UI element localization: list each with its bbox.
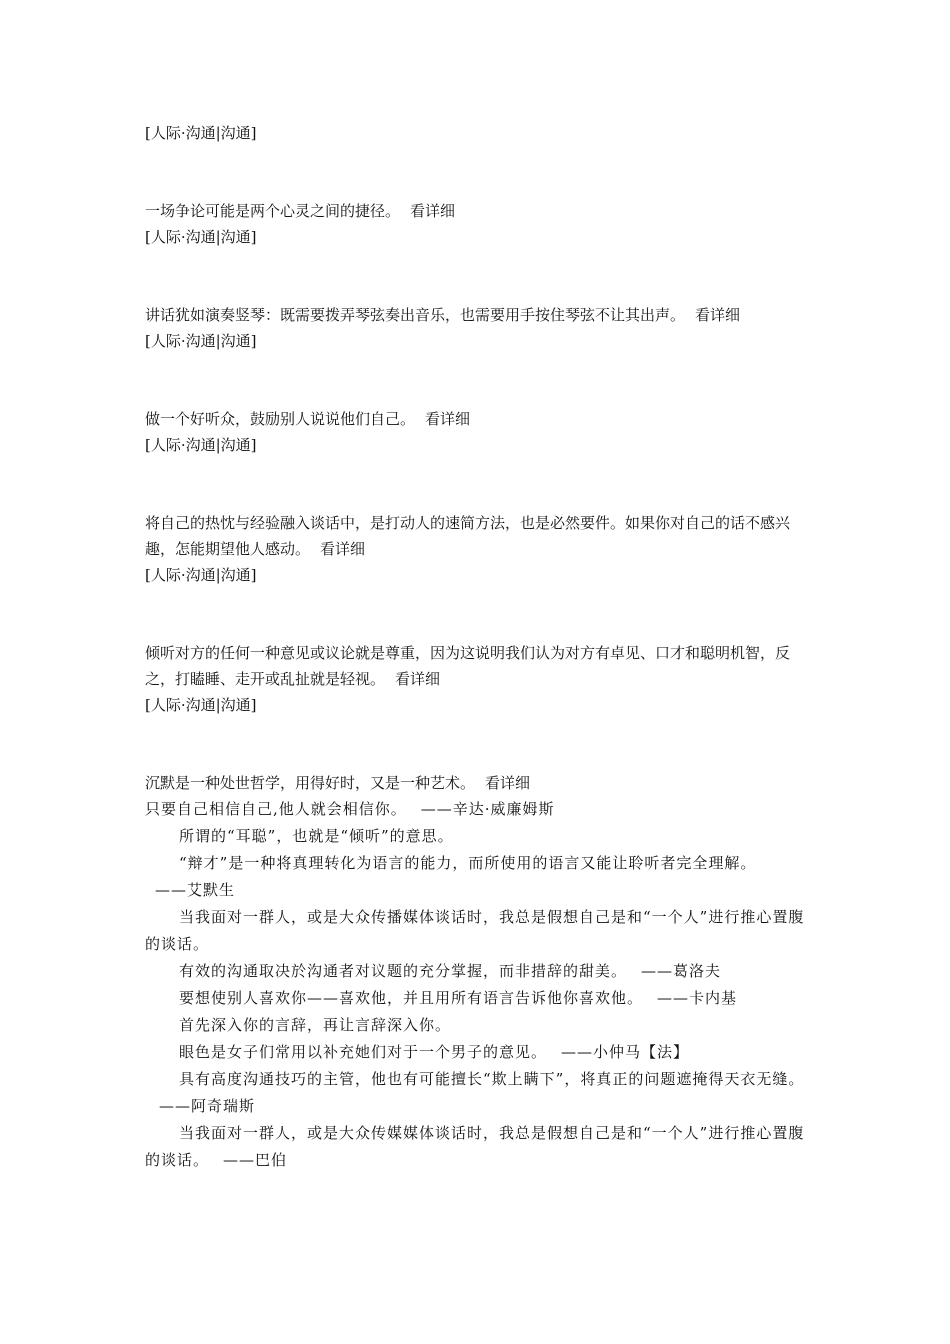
entry-text: 倾听对方的任何一种意见或议论就是尊重，因为这说明我们认为对方有卓见、口才和聪明机智，反之，打瞌睡、走开或乱扯就是轻视。 — [145, 644, 791, 688]
document-page — [145, 120, 815, 1174]
category-tag: [人际·沟通|沟通] — [145, 566, 257, 584]
see-details-link[interactable]: 看详细 — [485, 774, 531, 792]
see-details-link[interactable]: 看详细 — [695, 306, 741, 324]
quote-entry — [145, 302, 815, 354]
quote-line — [145, 796, 815, 823]
entry-text: 一场争论可能是两个心灵之间的捷径。 — [145, 202, 401, 220]
quote-text: 所谓的“耳聪”，也就是“倾听”的意思。 — [179, 827, 454, 845]
quote-author: ——葛洛夫 — [641, 962, 722, 980]
quote-text: “辩才”是一种将真理转化为语言的能力，而所使用的语言又能让聆听者完全理解。 — [179, 854, 757, 872]
quote-line — [145, 985, 815, 1012]
quote-text: 当我面对一群人，或是大众传媒媒体谈话时，我总是假想自己是和“一个人”进行推心置腹的谈话。 — [145, 1124, 805, 1169]
quote-entry — [145, 510, 815, 588]
quote-line — [145, 904, 815, 958]
quote-text: 当我面对一群人，或是大众传播媒体谈话时，我总是假想自己是和“一个人”进行推心置腹的谈话。 — [145, 908, 805, 953]
quote-entry — [145, 770, 815, 796]
quote-text: 眼色是女子们常用以补充她们对于一个男子的意见。 — [179, 1043, 548, 1061]
quotes-list — [145, 796, 815, 1174]
quote-author: ——阿奇瑞斯 — [159, 1097, 256, 1115]
entry-text: 将自己的热忱与经验融入谈话中，是打动人的速简方法，也是必然要件。如果你对自己的话不感兴趣，怎能期望他人感动。 — [145, 514, 791, 558]
entry-text: 做一个好听众，鼓励别人说说他们自己。 — [145, 410, 416, 428]
quote-author: ——卡内基 — [657, 989, 738, 1007]
quote-line — [145, 958, 815, 985]
see-details-link[interactable]: 看详细 — [425, 410, 471, 428]
see-details-link[interactable]: 看详细 — [395, 670, 441, 688]
quote-author: ——辛达·威廉姆斯 — [420, 800, 555, 818]
category-tag: [人际·沟通|沟通] — [145, 332, 257, 350]
quote-text: 有效的沟通取决於沟通者对议题的充分掌握，而非措辞的甜美。 — [179, 962, 628, 980]
category-tag: [人际·沟通|沟通] — [145, 228, 257, 246]
quote-line — [145, 1039, 815, 1066]
quote-text: 要想使别人喜欢你——喜欢他，并且用所有语言告诉他你喜欢他。 — [179, 989, 644, 1007]
quote-text: 首先深入你的言辞，再让言辞深入你。 — [179, 1016, 452, 1034]
category-tag: [人际·沟通|沟通] — [145, 436, 257, 454]
quote-entry — [145, 640, 815, 718]
quote-line — [145, 1120, 815, 1174]
quote-entry — [145, 198, 815, 250]
quote-line — [145, 823, 815, 850]
see-details-link[interactable]: 看详细 — [320, 540, 366, 558]
quote-text: 只要自己相信自己,他人就会相信你。 — [145, 800, 407, 818]
category-tag: [人际·沟通|沟通] — [145, 696, 257, 714]
entry-text: 讲话犹如演奏竖琴：既需要拨弄琴弦奏出音乐，也需要用手按住琴弦不让其出声。 — [145, 306, 686, 324]
quote-author: ——巴伯 — [223, 1151, 288, 1169]
quote-text: 具有高度沟通技巧的主管，他也有可能擅长“欺上瞒下”，将真正的问题遮掩得天衣无缝。 — [179, 1070, 805, 1088]
quote-author: ——小仲马【法】 — [561, 1043, 690, 1061]
quote-line — [145, 850, 815, 904]
quote-line — [145, 1012, 815, 1039]
entry-text: 沉默是一种处世哲学，用得好时，又是一种艺术。 — [145, 774, 476, 792]
category-tag: [人际·沟通|沟通] — [145, 124, 257, 142]
quote-line — [145, 1066, 815, 1120]
quote-entry — [145, 406, 815, 458]
see-details-link[interactable]: 看详细 — [410, 202, 456, 220]
quote-author: ——艾默生 — [155, 881, 236, 899]
